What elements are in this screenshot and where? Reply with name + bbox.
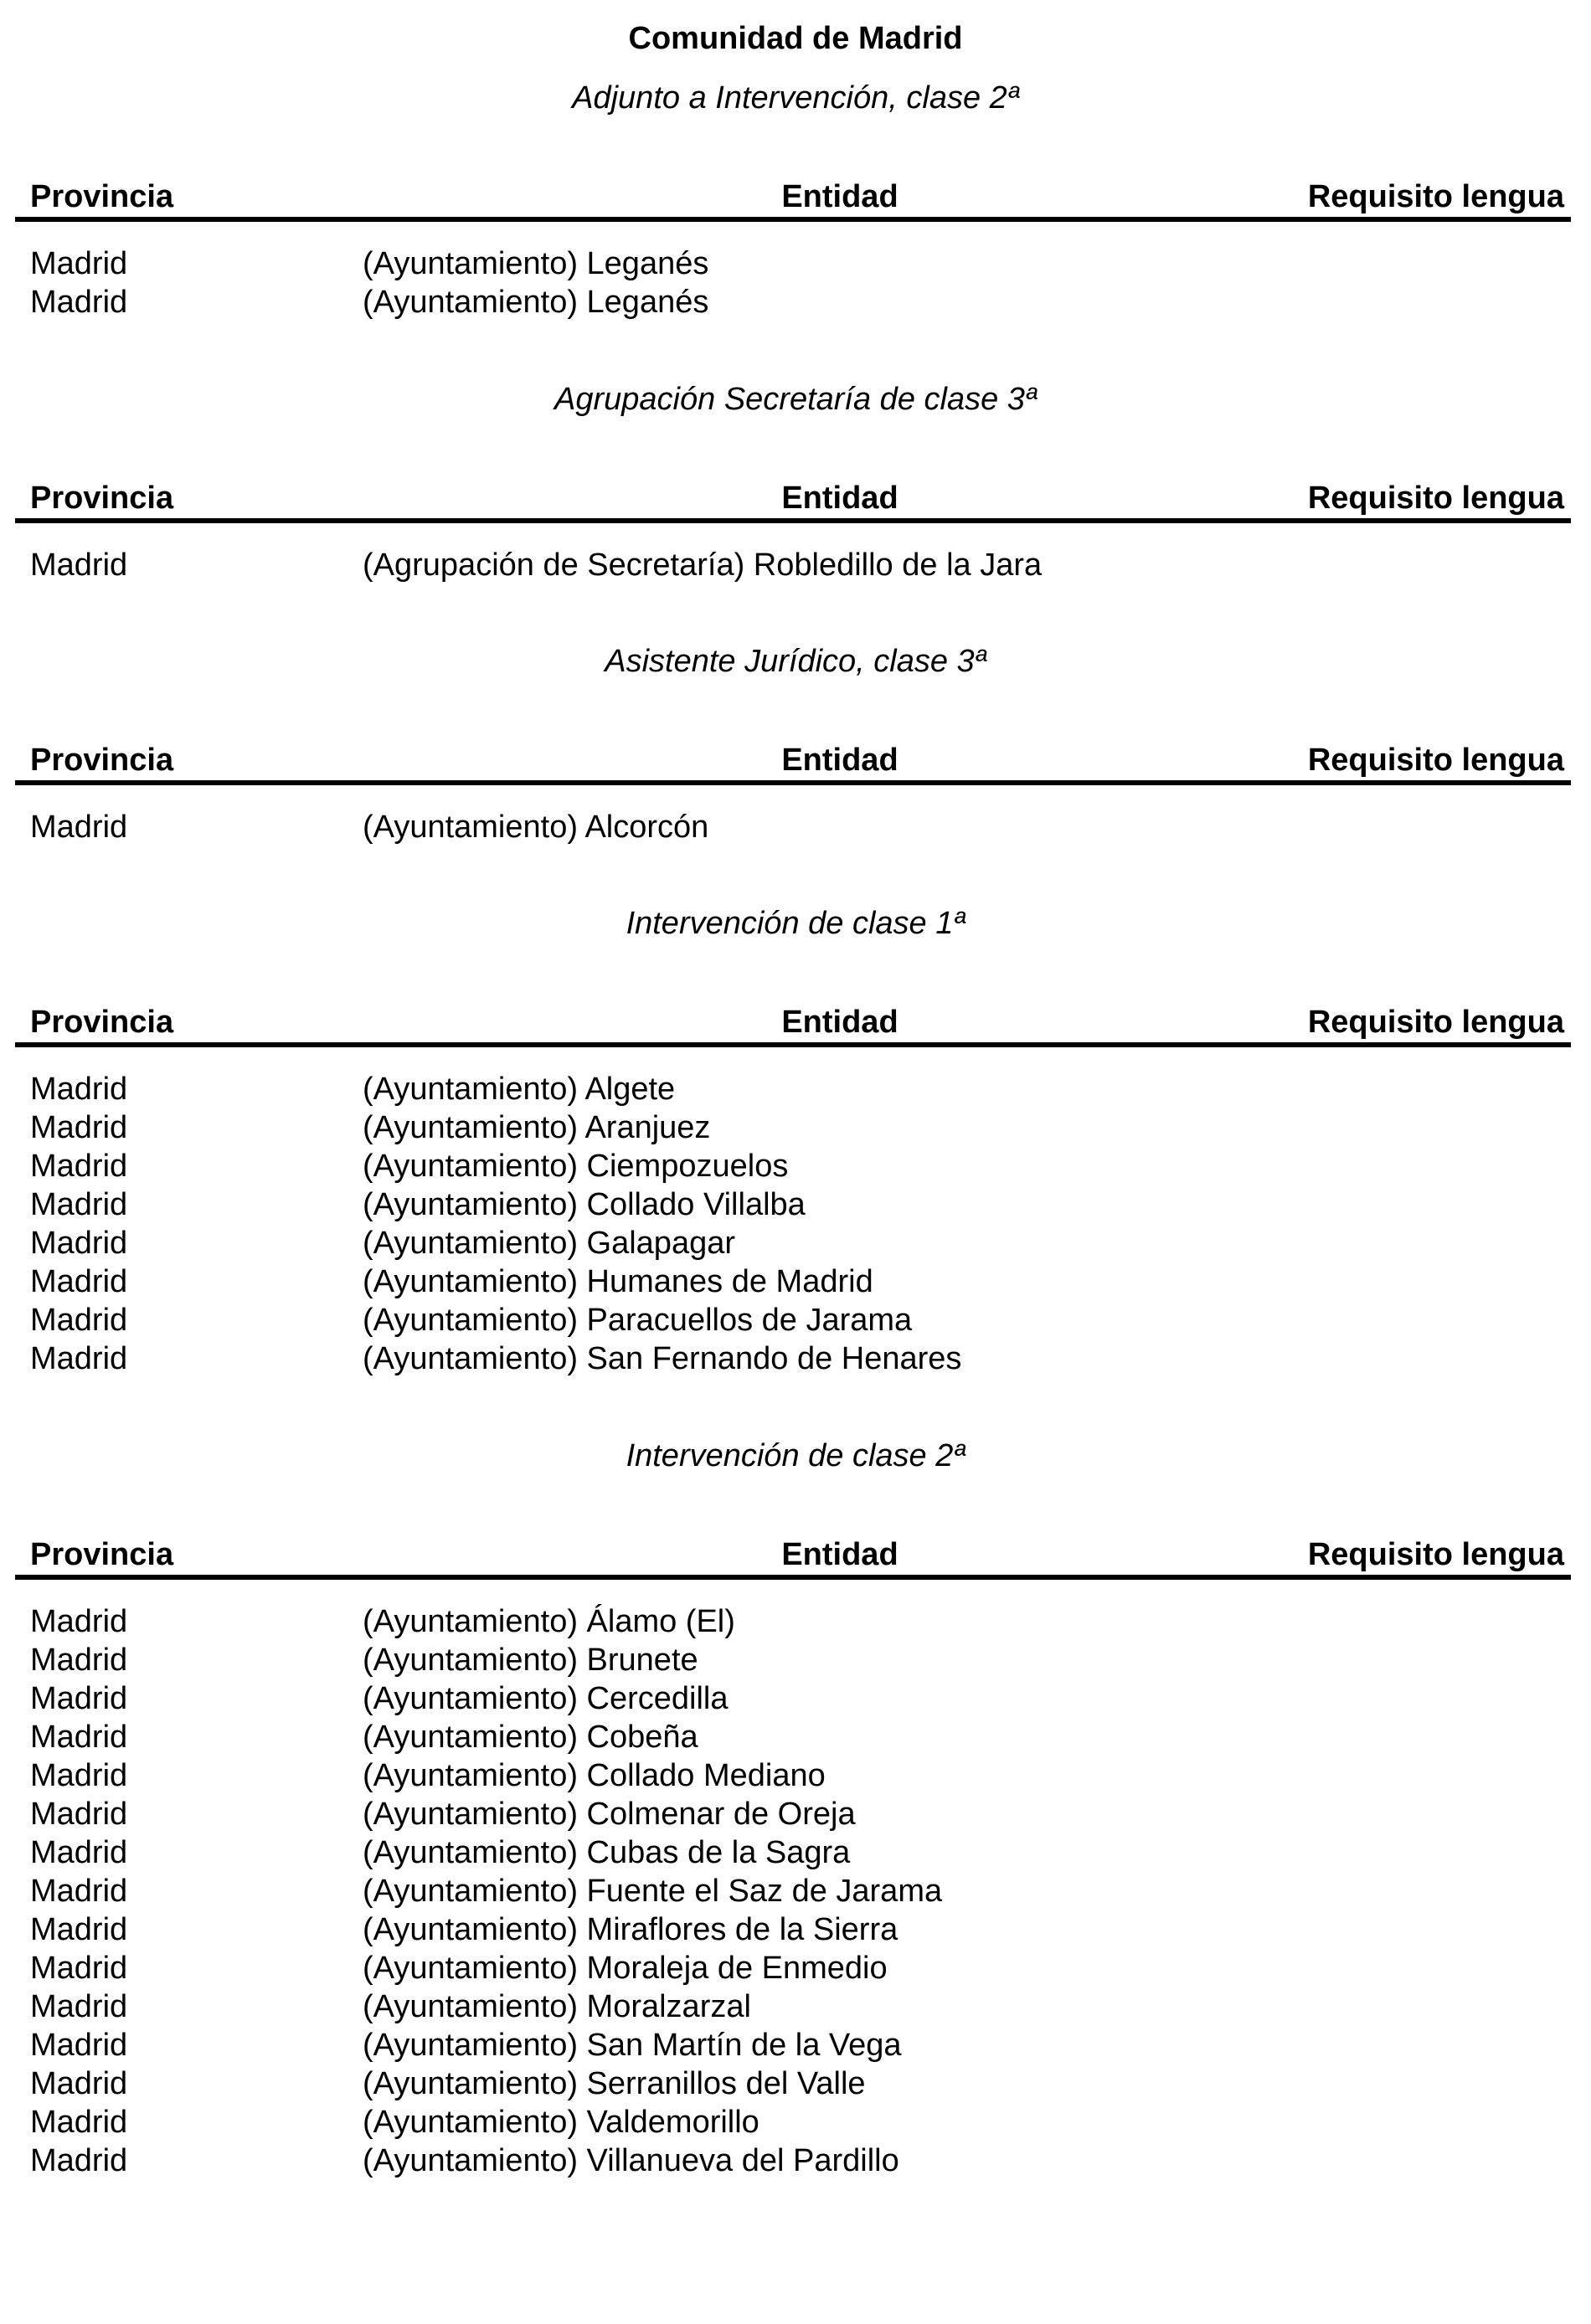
table-row (30, 1147, 1571, 1185)
cell-entidad: (Ayuntamiento) Valdemorillo (363, 2105, 759, 2140)
table-header (15, 740, 1571, 785)
column-header-provincia: Provincia (30, 1005, 174, 1040)
cell-entidad: (Ayuntamiento) Villanueva del Pardillo (363, 2143, 899, 2178)
cell-provincia: Madrid (30, 1989, 128, 2024)
column-header-entidad: Entidad (781, 481, 898, 516)
section-title: Adjunto a Intervención, clase 2ª (572, 80, 1019, 116)
table-header (15, 1535, 1571, 1580)
table-row (30, 1301, 1571, 1339)
table-row (30, 1185, 1571, 1224)
cell-entidad: (Ayuntamiento) San Martín de la Vega (363, 2028, 902, 2063)
table-row (30, 2103, 1571, 2141)
table-body (30, 244, 1571, 321)
cell-provincia: Madrid (30, 2105, 128, 2140)
table-body (30, 1602, 1571, 2180)
column-header-provincia: Provincia (30, 743, 174, 778)
cell-provincia: Madrid (30, 1912, 128, 1947)
cell-provincia: Madrid (30, 1797, 128, 1832)
column-header-entidad: Entidad (781, 1537, 898, 1572)
column-header-provincia: Provincia (30, 1537, 174, 1572)
table-row (30, 1795, 1571, 1833)
cell-entidad: (Ayuntamiento) Collado Villalba (363, 1187, 806, 1222)
cell-entidad: (Ayuntamiento) Leganés (363, 285, 709, 320)
cell-provincia: Madrid (30, 1758, 128, 1793)
cell-provincia: Madrid (30, 1951, 128, 1986)
table-header (15, 478, 1571, 523)
column-header-requisito: Requisito lengua (1307, 743, 1564, 778)
cell-entidad: (Ayuntamiento) Serranillos del Valle (363, 2066, 866, 2101)
cell-entidad: (Ayuntamiento) Moralzarzal (363, 1989, 751, 2024)
table-row (30, 2026, 1571, 2064)
cell-entidad: (Ayuntamiento) Algete (363, 1072, 676, 1107)
cell-entidad: (Ayuntamiento) Moraleja de Enmedio (363, 1951, 888, 1986)
column-header-entidad: Entidad (781, 1005, 898, 1040)
cell-provincia: Madrid (30, 810, 128, 845)
cell-entidad: (Ayuntamiento) Collado Mediano (363, 1758, 826, 1793)
column-header-entidad: Entidad (781, 743, 898, 778)
cell-provincia: Madrid (30, 285, 128, 320)
table-body (30, 546, 1571, 584)
cell-provincia: Madrid (30, 1643, 128, 1678)
cell-entidad: (Ayuntamiento) Álamo (El) (363, 1604, 735, 1639)
cell-entidad: (Ayuntamiento) Aranjuez (363, 1110, 711, 1145)
table-header (15, 1002, 1571, 1047)
column-header-requisito: Requisito lengua (1307, 179, 1564, 214)
cell-entidad: (Ayuntamiento) Leganés (363, 246, 709, 281)
table-row (30, 283, 1571, 321)
table-header (15, 177, 1571, 222)
cell-provincia: Madrid (30, 1187, 128, 1222)
table-row (30, 1602, 1571, 1641)
cell-provincia: Madrid (30, 1149, 128, 1184)
column-header-requisito: Requisito lengua (1307, 481, 1564, 516)
table-row (30, 1070, 1571, 1108)
table-row (30, 546, 1571, 584)
column-header-requisito: Requisito lengua (1307, 1537, 1564, 1572)
table-row (30, 1339, 1571, 1378)
table-row (30, 1987, 1571, 2026)
table-row (30, 1108, 1571, 1147)
cell-entidad: (Ayuntamiento) Colmenar de Oreja (363, 1797, 856, 1832)
cell-provincia: Madrid (30, 1720, 128, 1755)
cell-provincia: Madrid (30, 1226, 128, 1261)
table-row (30, 1679, 1571, 1718)
table-row (30, 1641, 1571, 1679)
table-body (30, 808, 1571, 846)
section-title: Intervención de clase 2ª (626, 1438, 965, 1473)
cell-entidad: (Ayuntamiento) Cercedilla (363, 1681, 729, 1716)
cell-entidad: (Ayuntamiento) San Fernando de Henares (363, 1341, 962, 1376)
cell-provincia: Madrid (30, 1681, 128, 1716)
cell-provincia: Madrid (30, 2066, 128, 2101)
section-title: Asistente Jurídico, clase 3ª (605, 644, 986, 679)
document-title: Comunidad de Madrid (628, 21, 963, 56)
cell-provincia: Madrid (30, 1341, 128, 1376)
cell-provincia: Madrid (30, 1835, 128, 1870)
cell-provincia: Madrid (30, 1604, 128, 1639)
column-header-entidad: Entidad (781, 179, 898, 214)
table-body (30, 1070, 1571, 1378)
table-row (30, 808, 1571, 846)
cell-provincia: Madrid (30, 246, 128, 281)
table-row (30, 1833, 1571, 1872)
table-row (30, 1756, 1571, 1795)
table-row (30, 1910, 1571, 1949)
cell-entidad: (Ayuntamiento) Paracuellos de Jarama (363, 1303, 913, 1338)
cell-entidad: (Ayuntamiento) Ciempozuelos (363, 1149, 789, 1184)
table-row (30, 1224, 1571, 1262)
cell-entidad: (Ayuntamiento) Cobeña (363, 1720, 698, 1755)
cell-provincia: Madrid (30, 2143, 128, 2178)
column-header-provincia: Provincia (30, 481, 174, 516)
cell-entidad: (Ayuntamiento) Humanes de Madrid (363, 1264, 873, 1299)
cell-provincia: Madrid (30, 1874, 128, 1909)
table-row (30, 1718, 1571, 1756)
cell-entidad: (Ayuntamiento) Cubas de la Sagra (363, 1835, 851, 1870)
cell-entidad: (Ayuntamiento) Fuente el Saz de Jarama (363, 1874, 943, 1909)
section-title: Agrupación Secretaría de clase 3ª (554, 382, 1037, 417)
cell-entidad: (Ayuntamiento) Alcorcón (363, 810, 709, 845)
section-title: Intervención de clase 1ª (626, 906, 965, 941)
cell-provincia: Madrid (30, 548, 128, 583)
table-row (30, 2141, 1571, 2180)
table-row (30, 1872, 1571, 1910)
cell-provincia: Madrid (30, 1264, 128, 1299)
cell-entidad: (Ayuntamiento) Miraflores de la Sierra (363, 1912, 898, 1947)
cell-provincia: Madrid (30, 2028, 128, 2063)
table-row (30, 1949, 1571, 1987)
column-header-requisito: Requisito lengua (1307, 1005, 1564, 1040)
cell-provincia: Madrid (30, 1072, 128, 1107)
cell-provincia: Madrid (30, 1303, 128, 1338)
cell-entidad: (Ayuntamiento) Brunete (363, 1643, 698, 1678)
column-header-provincia: Provincia (30, 179, 174, 214)
table-row (30, 2064, 1571, 2103)
cell-entidad: (Agrupación de Secretaría) Robledillo de la Jara (363, 548, 1043, 583)
table-row (30, 244, 1571, 283)
cell-entidad: (Ayuntamiento) Galapagar (363, 1226, 735, 1261)
cell-provincia: Madrid (30, 1110, 128, 1145)
table-row (30, 1262, 1571, 1301)
